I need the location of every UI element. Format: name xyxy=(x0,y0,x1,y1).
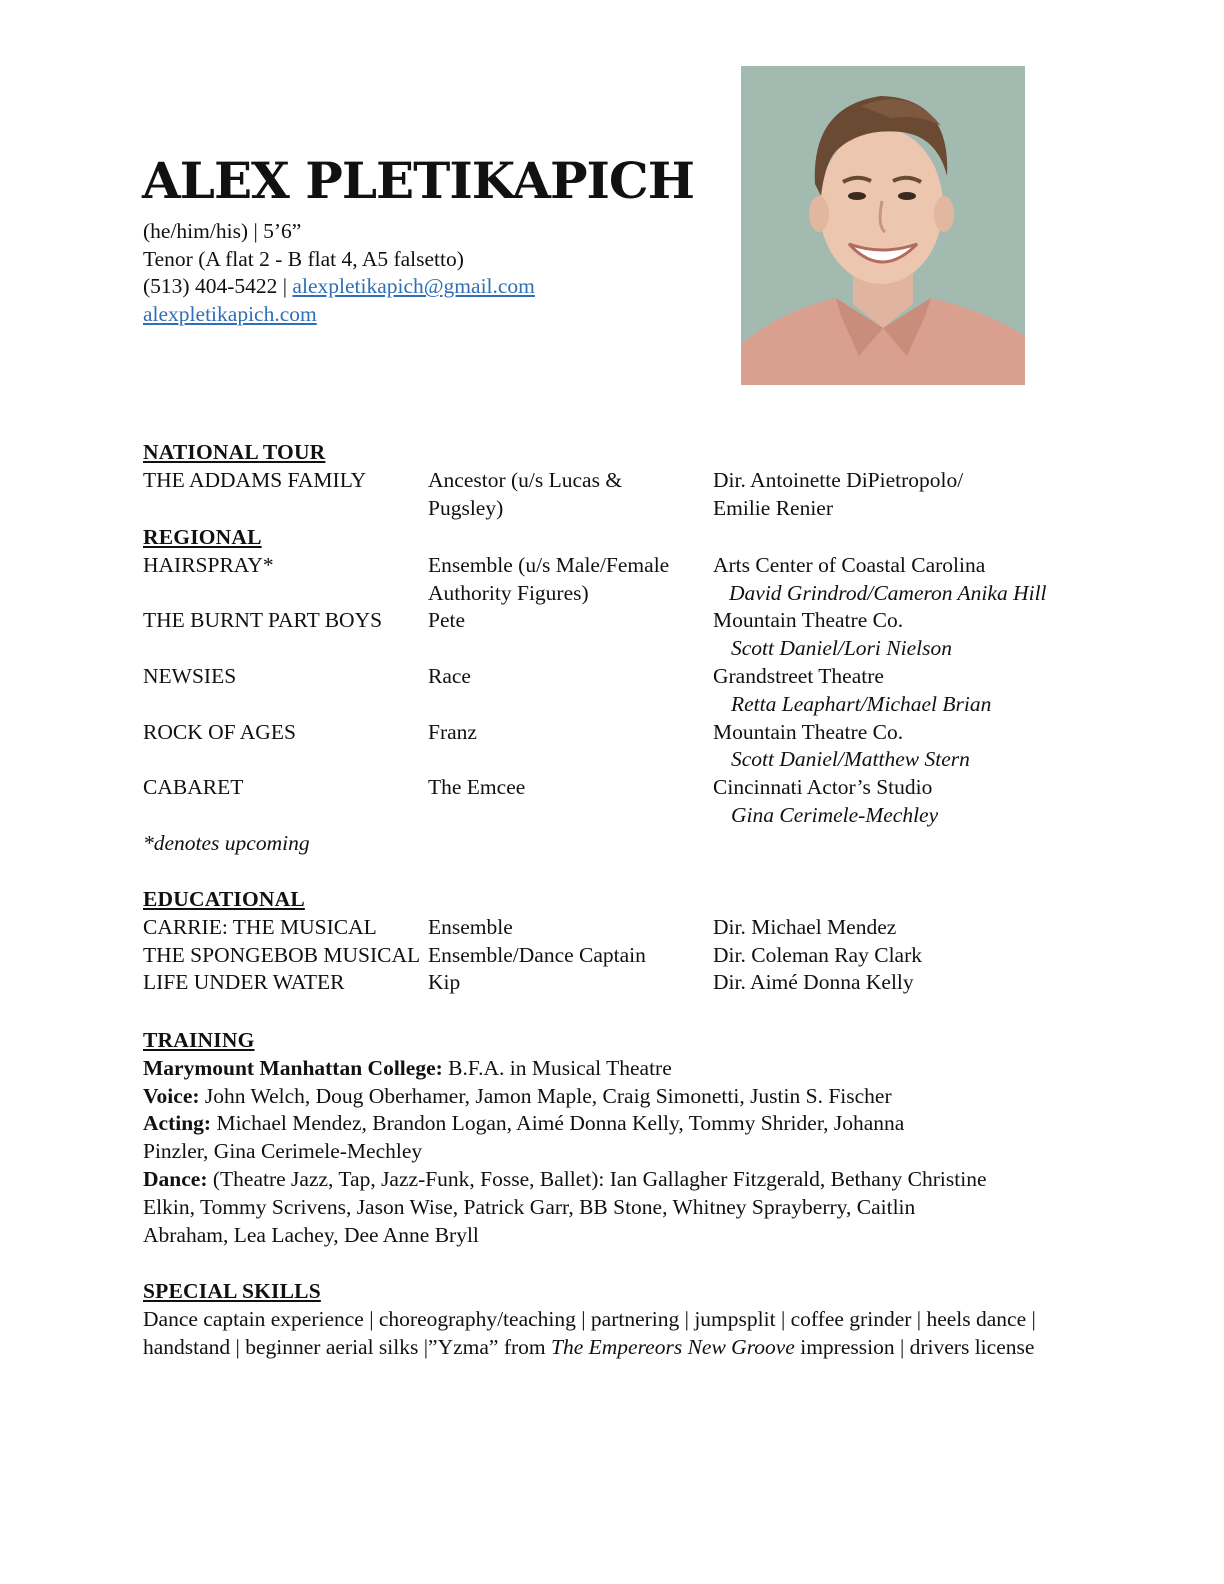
email-link[interactable]: alexpletikapich@gmail.com xyxy=(292,274,535,299)
actor-name: ALEX PLETIKAPICH xyxy=(142,151,694,210)
venue: Cincinnati Actor’s Studio xyxy=(713,775,933,800)
regional-section xyxy=(143,524,1093,858)
role: Ancestor (u/s Lucas & Pugsley) xyxy=(428,467,623,520)
director: Dir. Coleman Ray Clark xyxy=(713,942,922,967)
national-tour-section xyxy=(143,439,1003,522)
venue-cell xyxy=(713,607,1093,663)
role: Franz xyxy=(428,719,477,744)
venue: Grandstreet Theatre xyxy=(713,663,884,688)
dance-label: Dance: xyxy=(143,1166,208,1191)
directors: Gina Cerimele-Mechley xyxy=(731,802,939,827)
college-label: Marymount Manhattan College: xyxy=(143,1055,443,1080)
acting-label: Acting: xyxy=(143,1111,212,1136)
role: Pete xyxy=(428,608,466,633)
training-college xyxy=(143,1055,1043,1083)
training-voice xyxy=(143,1083,1043,1111)
educational-section xyxy=(143,886,1093,997)
venue-cell xyxy=(713,663,1093,719)
skills-text-after: impression | drivers license xyxy=(794,1334,1035,1359)
college-text: B.F.A. in Musical Theatre xyxy=(442,1055,672,1080)
table-row xyxy=(143,467,1003,523)
role: Ensemble/Dance Captain xyxy=(428,942,646,967)
training-dance xyxy=(143,1166,1003,1249)
director: Dir. Michael Mendez xyxy=(713,914,897,939)
table-row xyxy=(143,663,1093,719)
special-skills-section xyxy=(143,1278,1053,1361)
role: The Emcee xyxy=(428,775,526,800)
table-row xyxy=(143,719,1093,775)
table-row xyxy=(143,914,1093,942)
role: Race xyxy=(428,663,471,688)
skills-text-before: Dance captain experience | choreography/teaching | partnering | jumpsplit | coffee grinder | heels dance | handstand | beginner aerial silks |”Yzma” from xyxy=(143,1306,1036,1359)
table-row xyxy=(143,969,1093,997)
acting-text: Michael Mendez, Brandon Logan, Aimé Donna Kelly, Tommy Shrider, Johanna Pinzler, Gina Cerimele-Mechley xyxy=(143,1111,905,1164)
table-row xyxy=(143,774,1093,830)
show-title: THE BURNT PART BOYS xyxy=(143,608,383,633)
show-title: ROCK OF AGES xyxy=(143,719,296,744)
upcoming-note: *denotes upcoming xyxy=(143,830,310,855)
venue-cell xyxy=(713,719,1093,775)
venue-cell xyxy=(713,552,1093,608)
show-title: CABARET xyxy=(143,775,244,800)
phone: (513) 404-5422 | xyxy=(143,274,293,299)
table-row xyxy=(143,552,1093,608)
role: Kip xyxy=(428,970,461,995)
venue: Mountain Theatre Co. xyxy=(713,608,904,633)
pronouns-height: (he/him/his) | 5’6” xyxy=(143,219,302,243)
directors: Scott Daniel/Matthew Stern xyxy=(731,747,970,772)
headshot-photo xyxy=(741,66,1025,385)
voice-text: John Welch, Doug Oberhamer, Jamon Maple, Craig Simonetti, Justin S. Fischer xyxy=(199,1083,892,1108)
role: Ensemble (u/s Male/Female Authority Figures) xyxy=(428,552,670,605)
dance-text: (Theatre Jazz, Tap, Jazz-Funk, Fosse, Ballet): Ian Gallagher Fitzgerald, Bethany Christine Elkin, Tommy Scrivens, Jason Wise, Patrick Garr, BB Stone, Whitney Sprayberry, Caitlin Abraham, Lea Lachey, Dee Anne Bryll xyxy=(143,1166,987,1247)
directors: Retta Leaphart/Michael Brian xyxy=(731,691,992,716)
show-title: HAIRSPRAY* xyxy=(143,552,274,577)
voice-type: Tenor (A flat 2 - B flat 4, A5 falsetto) xyxy=(143,246,464,271)
website-link[interactable]: alexpletikapich.com xyxy=(143,302,317,327)
section-title-special-skills: SPECIAL SKILLS xyxy=(143,1279,321,1303)
skills-text xyxy=(143,1306,1053,1362)
contact-block xyxy=(143,218,535,329)
training-acting xyxy=(143,1110,973,1166)
section-title-national-tour: NATIONAL TOUR xyxy=(143,440,326,464)
directors: David Grindrod/Cameron Anika Hill xyxy=(729,580,1047,605)
table-row xyxy=(143,942,1093,970)
section-title-training: TRAINING xyxy=(143,1028,255,1052)
venue: Dir. Antoinette DiPietropolo/ Emilie Renier xyxy=(713,467,964,520)
section-title-regional: REGIONAL xyxy=(143,525,262,549)
venue-cell xyxy=(713,774,1093,830)
table-row xyxy=(143,607,1093,663)
role: Ensemble xyxy=(428,914,513,939)
show-title: THE SPONGEBOB MUSICAL xyxy=(143,942,421,967)
phone-email-line xyxy=(143,273,535,301)
show-title: CARRIE: THE MUSICAL xyxy=(143,914,377,939)
show-title: THE ADDAMS FAMILY xyxy=(143,467,367,492)
director: Dir. Aimé Donna Kelly xyxy=(713,970,914,995)
headshot-image xyxy=(741,66,1025,385)
venue: Arts Center of Coastal Carolina xyxy=(713,552,986,577)
venue: Mountain Theatre Co. xyxy=(713,719,904,744)
skills-italic-title: The Empereors New Groove xyxy=(551,1334,795,1359)
section-title-educational: EDUCATIONAL xyxy=(143,887,305,911)
show-title: LIFE UNDER WATER xyxy=(143,970,345,995)
training-section xyxy=(143,1027,1043,1249)
show-title: NEWSIES xyxy=(143,663,237,688)
voice-label: Voice: xyxy=(143,1083,200,1108)
website-line xyxy=(143,301,535,329)
directors: Scott Daniel/Lori Nielson xyxy=(731,636,952,661)
